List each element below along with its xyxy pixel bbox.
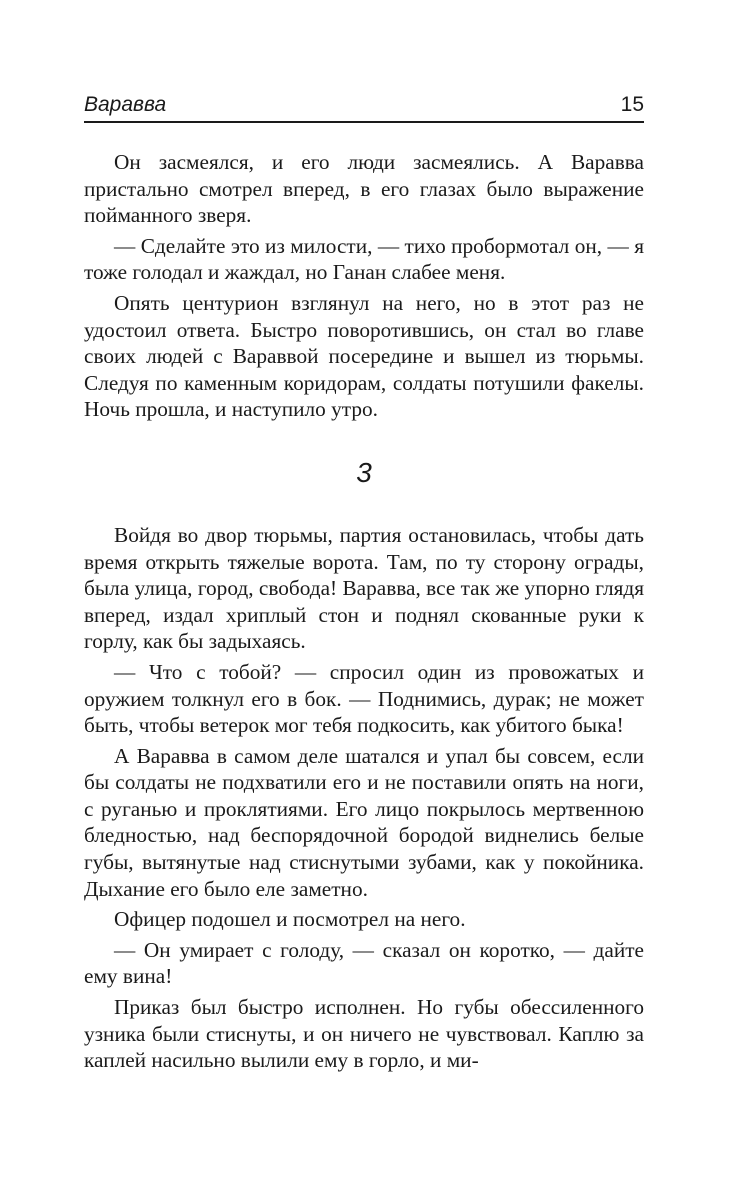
paragraph: Офицер подошел и посмотрел на него. <box>114 907 466 932</box>
paragraph: Опять центурион взглянул на него, но в этот раз не удостоил ответа. Быстро поворотившись, он стал во главе своих людей с Вараввой посередине и вышел из тюрьмы. Следуя по каменным коридорам, солдаты потушили факелы. Ночь прошла, и наступило утро. <box>84 290 644 422</box>
paragraph: — Что с тобой? — спросил один из провожатых и оружием толкнул его в бок. — Поднимись, дурак; не может быть, чтобы ветерок мог тебя подкосить, как убитого быка! <box>84 659 644 738</box>
paragraph: — Сделайте это из милости, — тихо пробормотал он, — я тоже голодал и жаждал, но Ганан слабее меня. <box>84 233 644 285</box>
page-number: 15 <box>620 93 644 116</box>
running-title: Варавва <box>84 93 167 116</box>
paragraph: Приказ был быстро исполнен. Но губы обессиленного узника были стиснуты, и он ничего не чувствовал. Каплю за каплей насильно вылили ему в горло, и ми- <box>84 995 644 1073</box>
page-header <box>84 91 644 123</box>
paragraph: Войдя во двор тюрьмы, партия остановилась, чтобы дать время открыть тяжелые ворота. Там, по ту сторону ограды, была улица, город, свобода! Варавва, все так же упорно глядя вперед, издал хриплый стон и поднял скованные руки к горлу, как бы задыхаясь. <box>84 522 644 654</box>
chapter-heading: 3 <box>356 456 372 488</box>
paragraph: Он засмеялся, и его люди засмеялись. А Варавва пристально смотрел вперед, в его глазах было выражение пойманного зверя. <box>84 150 644 228</box>
paragraph: — Он умирает с голоду, — сказал он коротко, — дайте ему вина! <box>84 937 644 989</box>
paragraph: А Варавва в самом деле шатался и упал бы совсем, если бы солдаты не подхватили его и не поставили опять на ноги, с руганью и проклятиями. Его лицо покрылось мертвенною бледностью, над беспорядочной бородой виднелись белые губы, вытянутые над стиснутыми зубами, как у покойника. Дыхание его было еле заметно. <box>84 743 644 901</box>
page-body <box>84 149 644 1074</box>
